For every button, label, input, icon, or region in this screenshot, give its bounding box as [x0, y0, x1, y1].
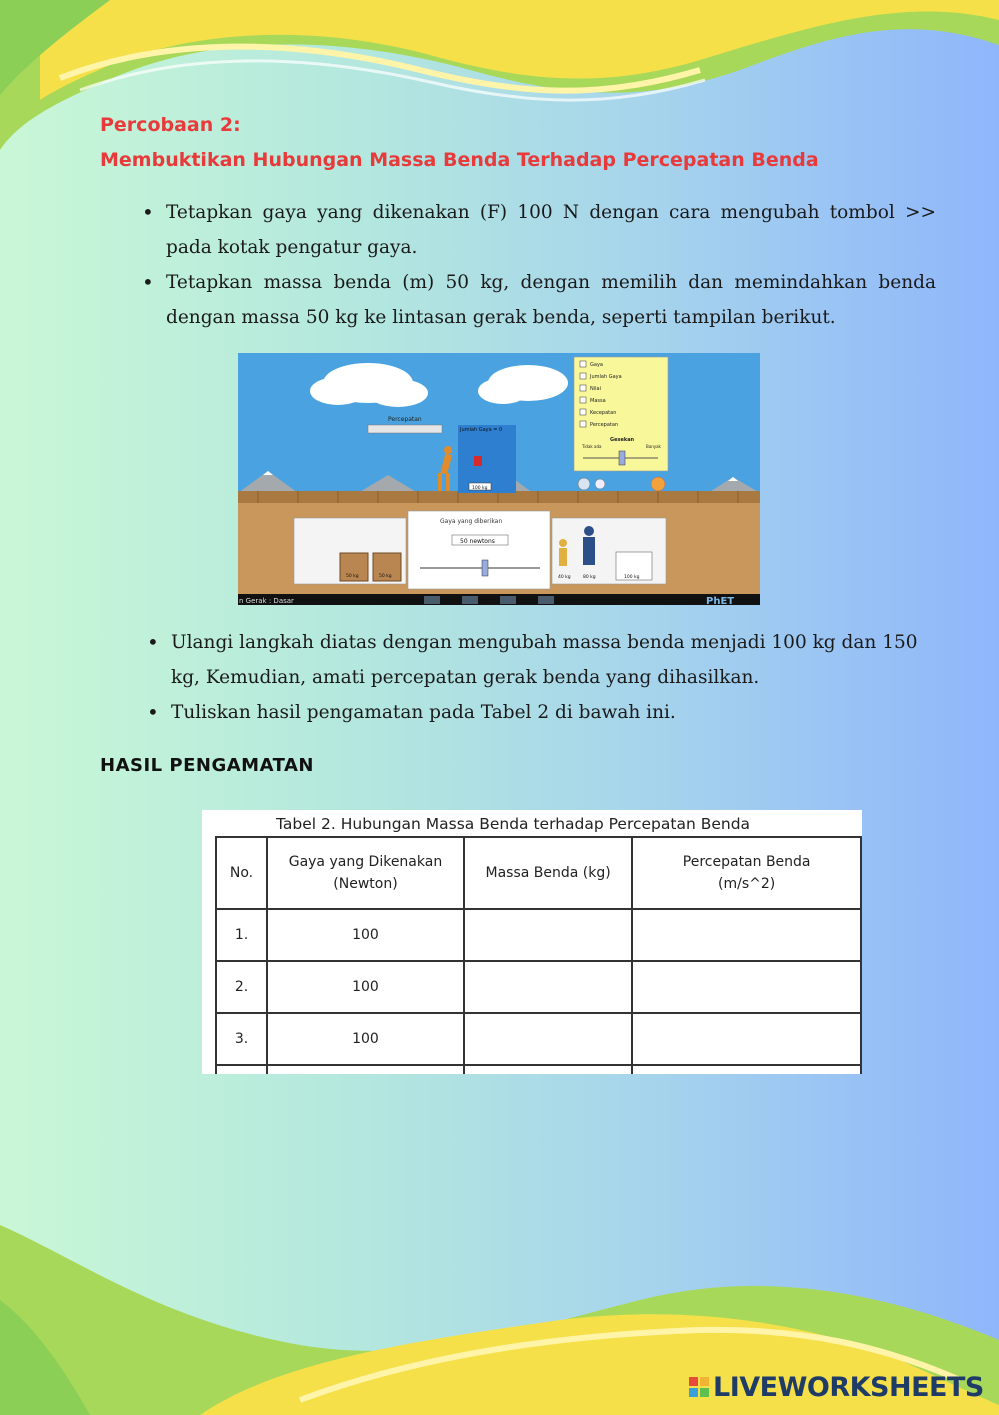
table-row: [216, 961, 861, 1013]
applied-force-label: Gaya yang diberikan: [440, 518, 503, 525]
checkbox-label: Gaya: [590, 362, 603, 368]
header-mass: Massa Benda (kg): [464, 837, 632, 909]
checkbox-label: Massa: [590, 398, 606, 404]
results-heading: HASIL PENGAMATAN: [100, 755, 314, 776]
phet-simulation-screenshot: [238, 353, 760, 605]
cell-accel-input[interactable]: [632, 961, 861, 1013]
bucket-mass-label: 100 kg: [624, 575, 640, 580]
crate-mass-label: 50 kg: [346, 574, 359, 579]
pause-icon: [578, 478, 590, 490]
checkbox-label: Jumlah Gaya: [590, 374, 622, 380]
cell-force: 100: [267, 961, 464, 1013]
cell-mass-input[interactable]: [464, 909, 632, 961]
liveworksheets-logo-icon: [689, 1377, 711, 1403]
header-force: Gaya yang Dikenakan (Newton): [267, 837, 464, 909]
force-slider-handle: [482, 560, 488, 576]
person-mass-label: 40 kg: [558, 575, 571, 580]
table-row: [216, 1065, 861, 1074]
table-row: [216, 909, 861, 961]
cell-no: 1.: [216, 909, 267, 961]
instruction-list-2: [143, 625, 948, 730]
checkbox-label: Percepatan: [590, 422, 619, 428]
phet-logo: PhET: [706, 596, 735, 605]
cell-force: 100: [267, 909, 464, 961]
sim-footer-text: n Gerak : Dasar: [239, 597, 294, 605]
cell-no: 3.: [216, 1013, 267, 1065]
experiment-title: Membuktikan Hubungan Massa Benda Terhadap Percepatan Benda: [100, 149, 819, 171]
instruction-list-1: [138, 195, 936, 335]
list-item: • Tetapkan massa benda (m) 50 kg, dengan memilih dan memindahkan benda dengan massa 50 kg ke lintasan gerak benda, seperti tampilan berikut.: [138, 265, 936, 335]
cell-accel-input[interactable]: [632, 1013, 861, 1065]
list-item: • Tetapkan gaya yang dikenakan (F) 100 N dengan cara mengubah tombol >> pada kotak pengatur gaya.: [138, 195, 936, 265]
step-icon: [595, 479, 605, 489]
cell-accel-input[interactable]: [632, 909, 861, 961]
friction-label: Gesekan: [610, 437, 635, 443]
header-no: No.: [216, 837, 267, 909]
cell-no: 2.: [216, 961, 267, 1013]
cell-mass-input[interactable]: [464, 961, 632, 1013]
table-row: [216, 1013, 861, 1065]
person-mass-label: 80 kg: [583, 575, 596, 580]
box-mass-label: 100 kg: [472, 486, 488, 491]
checkbox-label: Kecepatan: [590, 410, 617, 416]
results-table: [215, 836, 862, 1074]
results-table-card: [202, 810, 862, 1074]
reset-icon: [651, 477, 665, 491]
cell-mass-input[interactable]: [464, 1013, 632, 1065]
list-item: • Ulangi langkah diatas dengan mengubah massa benda menjadi 100 kg dan 150 kg, Kemudian, amati percepatan gerak benda yang dihasilkan.: [143, 625, 948, 695]
sum-forces-label: Jumlah Gaya = 0: [460, 427, 503, 433]
crate-mass-label: 50 kg: [379, 574, 392, 579]
table-title: Tabel 2. Hubungan Massa Benda terhadap Percepatan Benda: [276, 815, 751, 833]
speed-label: Percepatan: [388, 416, 422, 423]
friction-max: Banyak: [646, 444, 661, 449]
friction-slider-handle: [619, 451, 625, 465]
list-item: • Tuliskan hasil pengamatan pada Tabel 2 di bawah ini.: [143, 695, 948, 730]
cell-force: 100: [267, 1013, 464, 1065]
experiment-number: Percobaan 2:: [100, 114, 241, 136]
liveworksheets-logo[interactable]: LIVEWORKSHEETS: [713, 1372, 984, 1403]
checkbox-label: Nilai: [590, 386, 601, 392]
friction-min: Tidak ada: [582, 444, 602, 449]
force-value: 50 newtons: [460, 538, 495, 545]
header-accel: Percepatan Benda (m/s^2): [632, 837, 861, 909]
